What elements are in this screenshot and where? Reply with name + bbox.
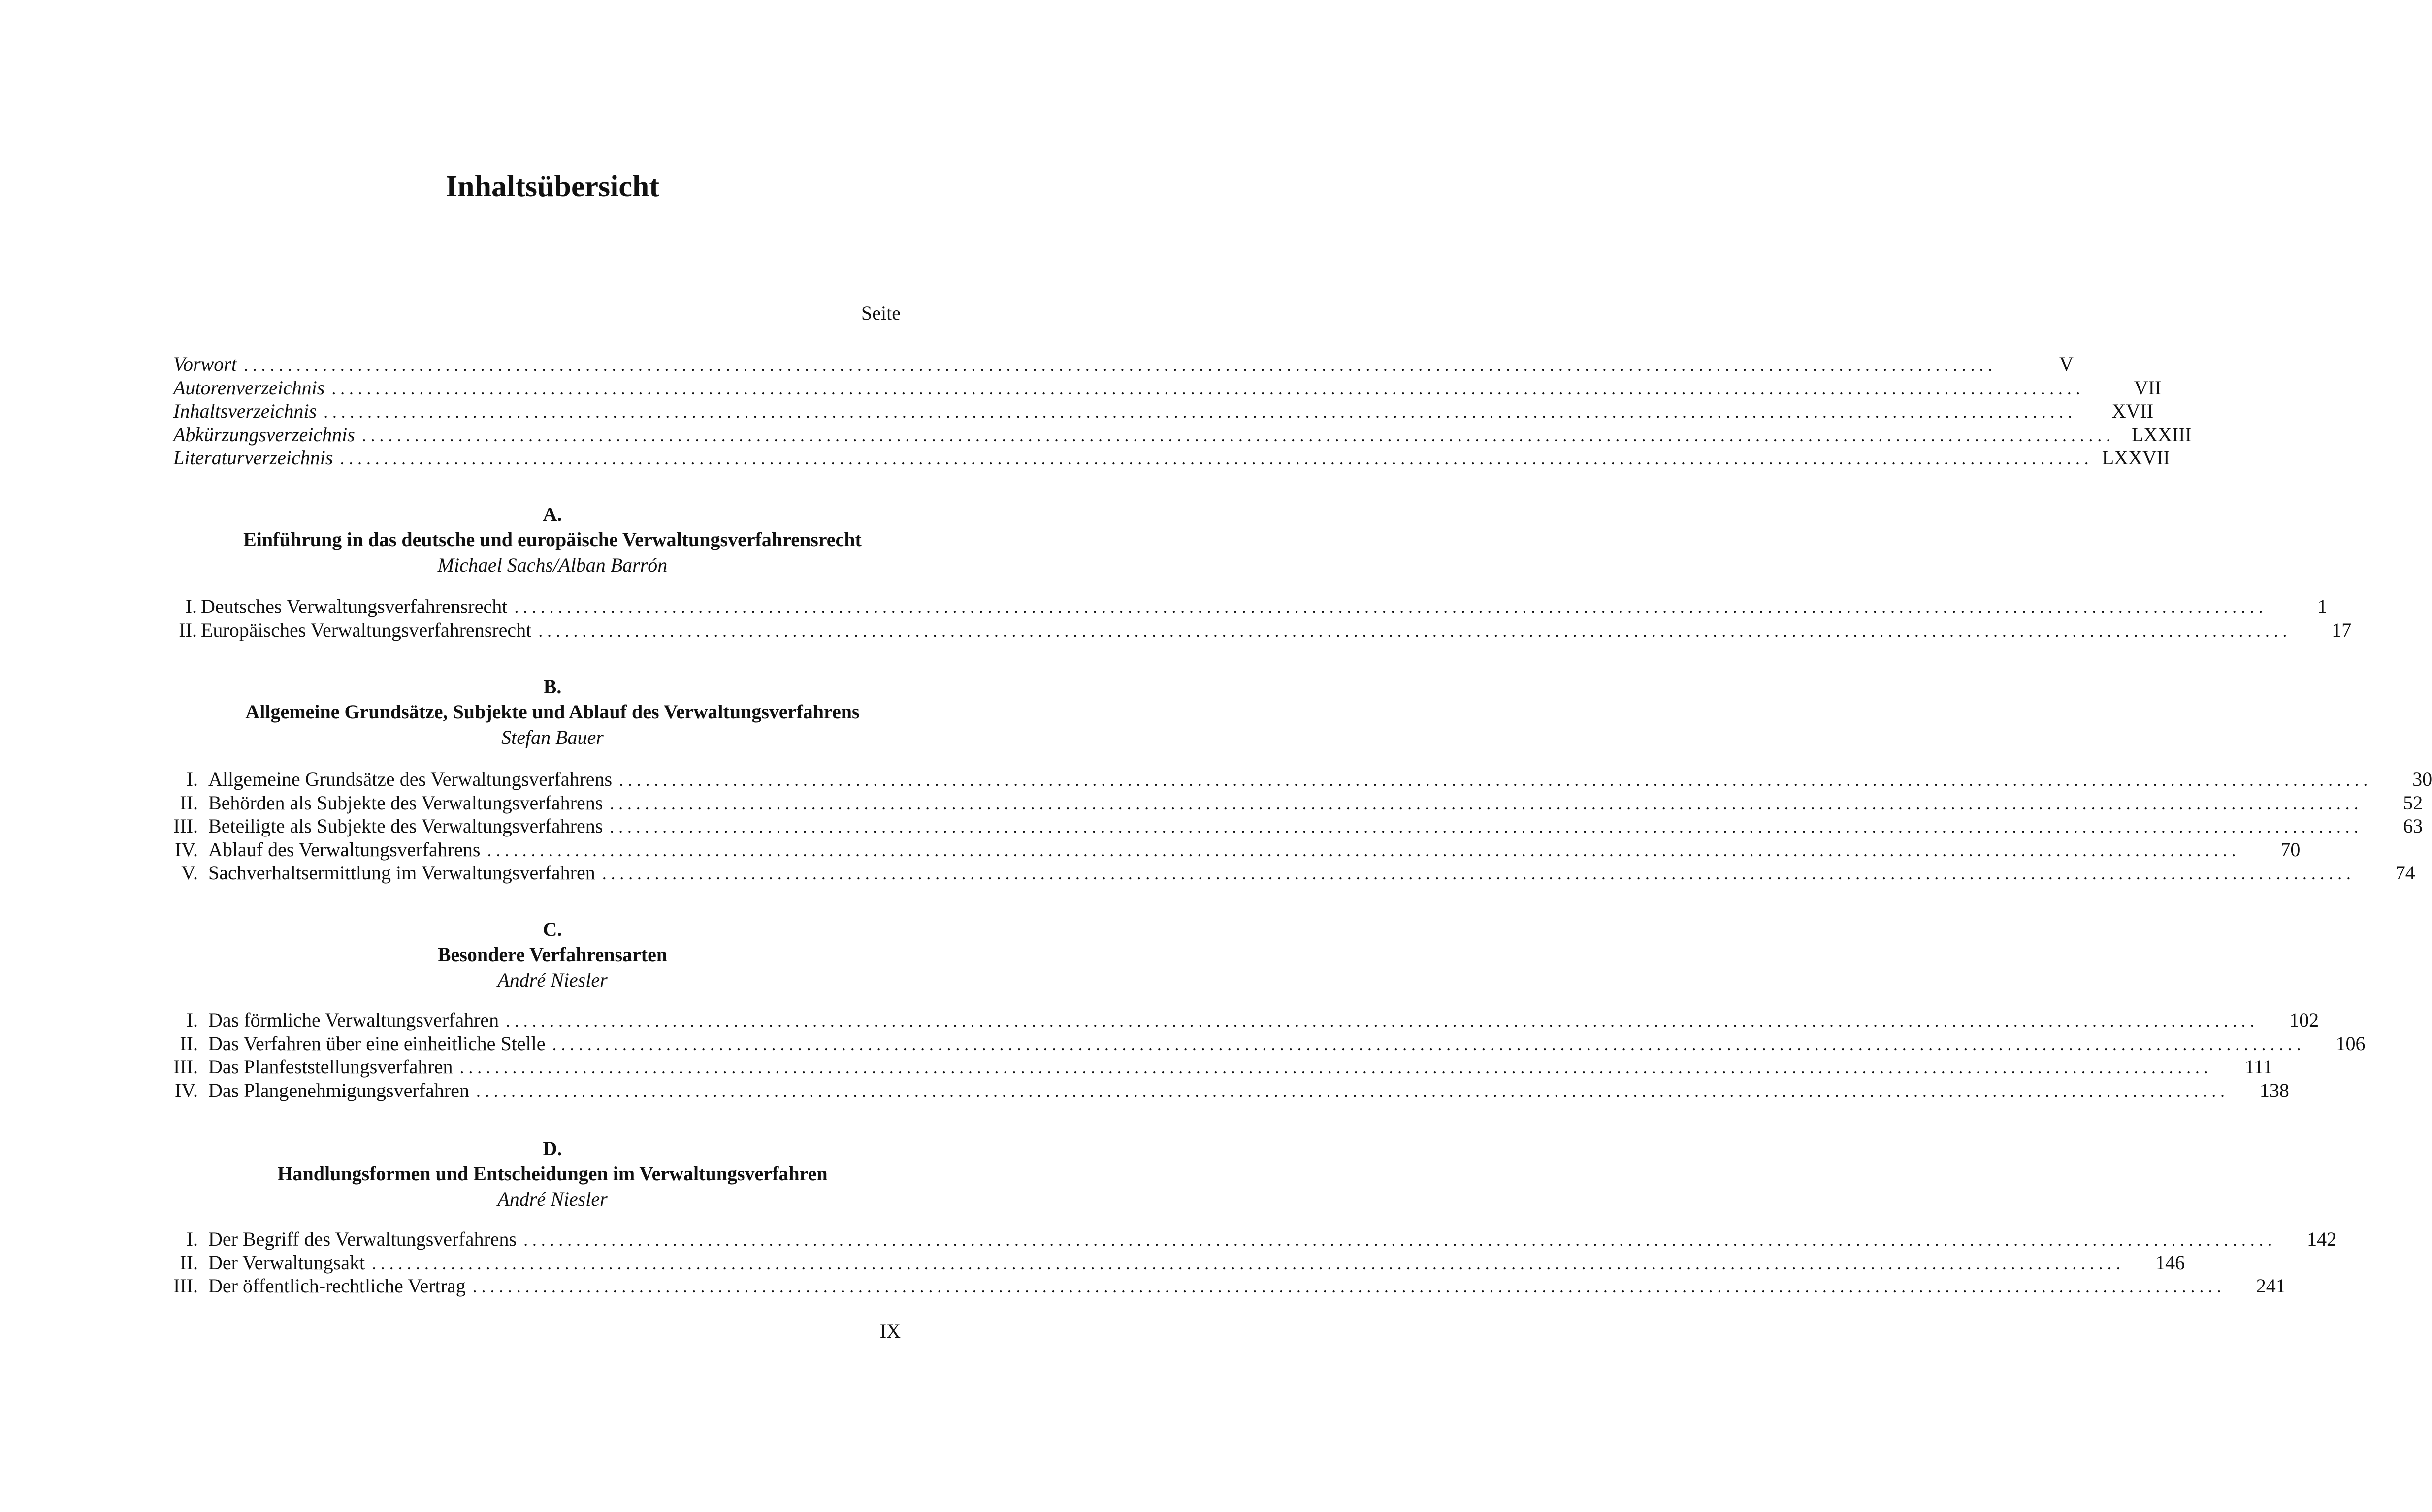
entry-page: 63: [2403, 815, 2423, 837]
toc-entry-autorenverzeichnis[interactable]: [173, 376, 2162, 400]
entry-title: Das Planfeststellungsverfahren: [208, 1056, 453, 1078]
entry-page: VII: [2134, 376, 2162, 399]
toc-entry-inhaltsverzeichnis[interactable]: [173, 399, 2154, 423]
section-author: Stefan Bauer: [501, 726, 604, 748]
dot-leader: ........................................................................................................................................................................................................: [472, 1277, 2226, 1296]
entry-title: Beteiligte als Subjekte des Verwaltungsverfahrens: [208, 815, 603, 837]
toc-entry[interactable]: [173, 1055, 2273, 1079]
entry-number: II.: [180, 1032, 198, 1055]
entry-number: I.: [185, 595, 197, 617]
entry-number: I.: [186, 1009, 198, 1031]
dot-leader: ........................................................................................................................................................................................................: [476, 1081, 2229, 1101]
entry-number: III.: [173, 1056, 198, 1078]
page-column-header: Seite: [861, 302, 901, 324]
section-heading: Handlungsformen und Entscheidungen im Verwaltungsverfahren: [277, 1162, 828, 1185]
dot-leader: ........................................................................................................................................................................................................: [459, 1058, 2213, 1077]
toc-entry[interactable]: [173, 595, 2328, 618]
dot-leader: ........................................................................................................................................................................................................: [487, 840, 2240, 860]
dot-leader: ........................................................................................................................................................................................................: [243, 355, 1997, 375]
toc-entry-abkuerzungsverzeichnis[interactable]: [173, 423, 2192, 447]
entry-title: Autorenverzeichnis: [173, 376, 325, 399]
entry-title: Vorwort: [173, 353, 237, 375]
toc-entry[interactable]: [173, 791, 2423, 815]
entry-number: IV.: [174, 1079, 198, 1101]
toc-entry[interactable]: [173, 861, 2415, 885]
entry-page: 142: [2307, 1228, 2337, 1250]
entry-title: Allgemeine Grundsätze des Verwaltungsverfahrens: [208, 768, 613, 790]
dot-leader: ........................................................................................................................................................................................................: [602, 864, 2355, 883]
entry-title: Europäisches Verwaltungsverfahrensrecht: [201, 618, 532, 641]
entry-title: Das Verfahren über eine einheitliche Stelle: [208, 1032, 546, 1055]
section-letter: D.: [543, 1137, 562, 1159]
entry-page: 146: [2155, 1251, 2185, 1274]
section-author: Michael Sachs/Alban Barrón: [437, 554, 668, 576]
entry-title: Das förmliche Verwaltungsverfahren: [208, 1009, 499, 1031]
section-letter: C.: [543, 918, 562, 940]
entry-title: Literaturverzeichnis: [173, 447, 333, 469]
section-author: André Niesler: [497, 969, 608, 991]
dot-leader: ........................................................................................................................................................................................................: [610, 817, 2363, 836]
page-title: Inhaltsübersicht: [445, 170, 660, 203]
section-d-header: [0, 1136, 1105, 1212]
section-heading: Einführung in das deutsche und europäische Verwaltungsverfahrensrecht: [243, 528, 862, 550]
entry-number: III.: [173, 1275, 198, 1297]
entry-title: Inhaltsverzeichnis: [173, 400, 317, 422]
entry-number: II.: [179, 618, 197, 641]
toc-entry[interactable]: [173, 1032, 2366, 1056]
dot-leader: ........................................................................................................................................................................................................: [552, 1034, 2305, 1054]
dot-leader: ........................................................................................................................................................................................................: [506, 1011, 2259, 1030]
toc-entry[interactable]: [173, 1251, 2185, 1275]
entry-number: I.: [186, 768, 198, 790]
entry-title: Deutsches Verwaltungsverfahrensrecht: [201, 595, 508, 617]
entry-page: 106: [2335, 1032, 2366, 1055]
entry-title: Abkürzungsverzeichnis: [173, 423, 355, 446]
entry-page: LXXVII: [2102, 447, 2170, 469]
section-c-header: [0, 917, 1105, 993]
section-b-entries: [173, 768, 2432, 885]
entry-number: III.: [173, 815, 198, 837]
dot-leader: ........................................................................................................................................................................................................: [331, 378, 2085, 398]
entry-page: 102: [2289, 1009, 2319, 1031]
entry-number: II.: [180, 791, 198, 814]
entry-title: Das Plangenehmigungsverfahren: [208, 1079, 469, 1101]
dot-leader: ........................................................................................................................................................................................................: [538, 620, 2292, 641]
entry-title: Der öffentlich-rechtliche Vertrag: [208, 1275, 466, 1297]
dot-leader: ........................................................................................................................................................................................................: [372, 1253, 2125, 1273]
dot-leader: ........................................................................................................................................................................................................: [324, 402, 2077, 421]
section-letter: A.: [543, 503, 562, 525]
entry-page: 241: [2256, 1275, 2286, 1297]
section-heading: Allgemeine Grundsätze, Subjekte und Ablauf des Verwaltungsverfahrens: [245, 701, 860, 723]
entry-page: 138: [2259, 1079, 2289, 1101]
entry-page: 30: [2412, 768, 2432, 790]
toc-entry[interactable]: [173, 1008, 2319, 1032]
section-a-header: [0, 502, 1105, 578]
toc-entry[interactable]: [173, 618, 2352, 642]
toc-entry-vorwort[interactable]: [173, 353, 2074, 376]
dot-leader: ........................................................................................................................................................................................................: [619, 770, 2372, 790]
entry-page: XVII: [2111, 400, 2154, 422]
entry-number: II.: [180, 1251, 198, 1274]
toc-entry[interactable]: [173, 814, 2423, 838]
page-number-folio: IX: [879, 1320, 901, 1342]
entry-page: 74: [2395, 862, 2415, 884]
toc-entry[interactable]: [173, 768, 2432, 791]
entry-page: 1: [2317, 595, 2328, 617]
dot-leader: ........................................................................................................................................................................................................: [514, 597, 2268, 617]
section-d-entries: [173, 1227, 2337, 1298]
toc-entry-literaturverzeichnis[interactable]: [173, 446, 2170, 470]
section-a-entries: [173, 595, 2352, 642]
entry-title: Sachverhaltsermittlung im Verwaltungsverfahren: [208, 862, 595, 884]
section-author: André Niesler: [497, 1188, 608, 1210]
entry-page: 111: [2244, 1056, 2273, 1078]
entry-page: V: [2059, 353, 2074, 375]
dot-leader: ........................................................................................................................................................................................................: [361, 425, 2115, 445]
section-b-header: [0, 675, 1105, 750]
entry-page: LXXIII: [2131, 423, 2192, 446]
toc-entry[interactable]: [173, 1274, 2286, 1298]
dot-leader: ........................................................................................................................................................................................................: [610, 793, 2363, 813]
entry-page: 70: [2280, 838, 2301, 861]
section-heading: Besondere Verfahrensarten: [437, 943, 668, 965]
entry-number: I.: [186, 1228, 198, 1250]
front-matter-list: [173, 353, 2192, 470]
section-letter: B.: [543, 676, 562, 698]
entry-page: 52: [2403, 791, 2423, 814]
entry-number: V.: [181, 862, 198, 884]
entry-title: Der Verwaltungsakt: [208, 1251, 365, 1274]
toc-entry[interactable]: [173, 1227, 2337, 1251]
toc-entry[interactable]: [173, 1079, 2289, 1102]
entry-title: Behörden als Subjekte des Verwaltungsverfahrens: [208, 791, 603, 814]
dot-leader: ........................................................................................................................................................................................................: [340, 449, 2093, 468]
entry-title: Ablauf des Verwaltungsverfahrens: [208, 838, 481, 861]
entry-page: 17: [2332, 618, 2352, 641]
section-c-entries: [173, 1008, 2366, 1102]
entry-title: Der Begriff des Verwaltungsverfahrens: [208, 1228, 517, 1250]
dot-leader: ........................................................................................................................................................................................................: [523, 1230, 2277, 1250]
toc-entry[interactable]: [173, 838, 2301, 862]
entry-number: IV.: [174, 838, 198, 861]
